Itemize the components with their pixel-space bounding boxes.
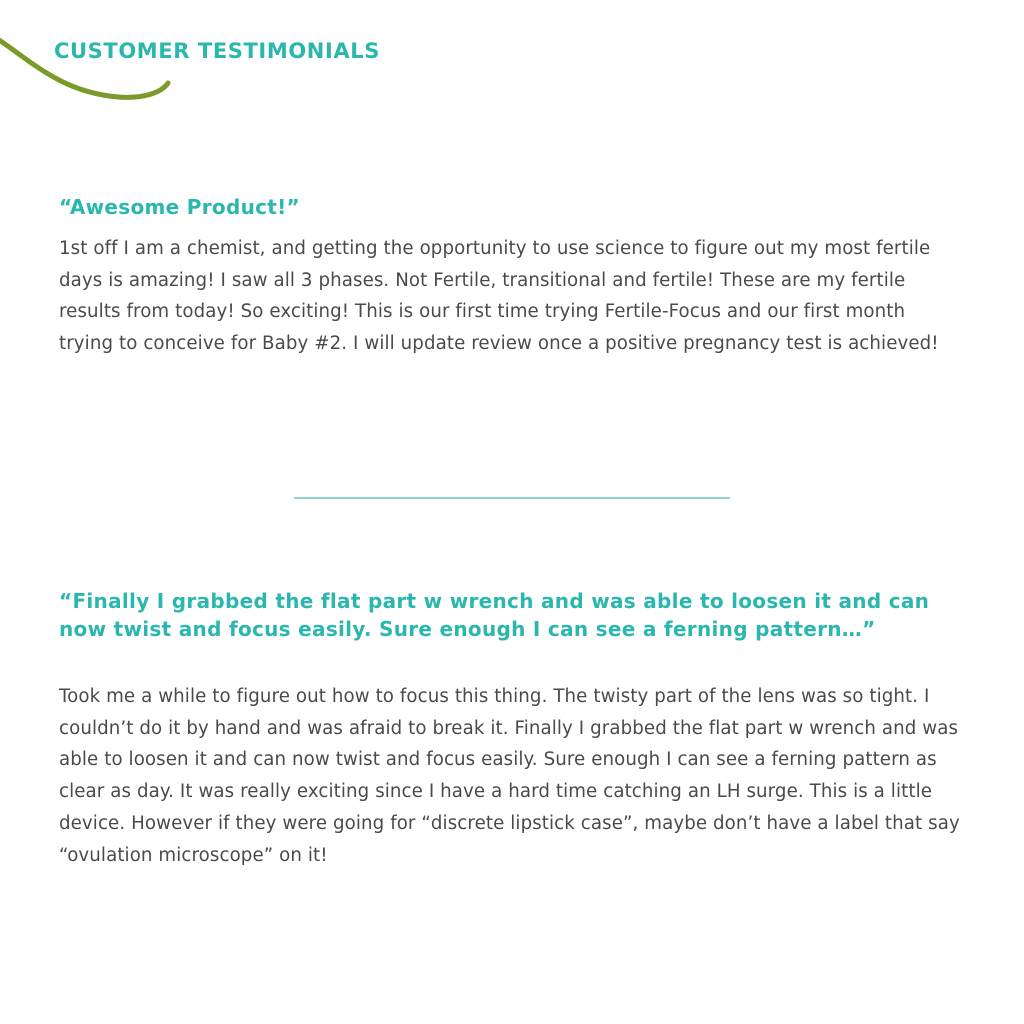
testimonial-title: “Finally I grabbed the flat part w wrench and was able to loosen it and can now twist and focus easily. Sure enough I can see a ferning pattern…” [59, 589, 930, 641]
testimonial-title: “Awesome Product!” [59, 195, 300, 219]
testimonial-body: 1st off I am a chemist, and getting the opportunity to use science to figure out my most fertile days is amazing! I saw all 3 phases. Not Fertile, transitional and fertile! These are my fertile results from today! So exciting! This is our first time trying Fertile-Focus and our first month trying to conceive for Baby #2. I will update review once a positive pregnancy test is achieved! [59, 238, 939, 355]
testimonial-card [59, 193, 964, 360]
testimonial-card [59, 587, 964, 871]
testimonial-body: Took me a while to figure out how to focus this thing. The twisty part of the lens was so tight. I couldn’t do it by hand and was afraid to break it. Finally I grabbed the flat part w wrench and was able to loosen it and can now twist and focus easily. Sure enough I can see a ferning pattern as clear as day. It was really exciting since I have a hard time catching an LH surge. This is a little device. However if they were going for “discrete lipstick case”, maybe don’t have a label that say “ovulation microscope” on it! [59, 686, 960, 866]
section-title: CUSTOMER TESTIMONIALS [54, 39, 380, 63]
section-divider [294, 497, 730, 499]
